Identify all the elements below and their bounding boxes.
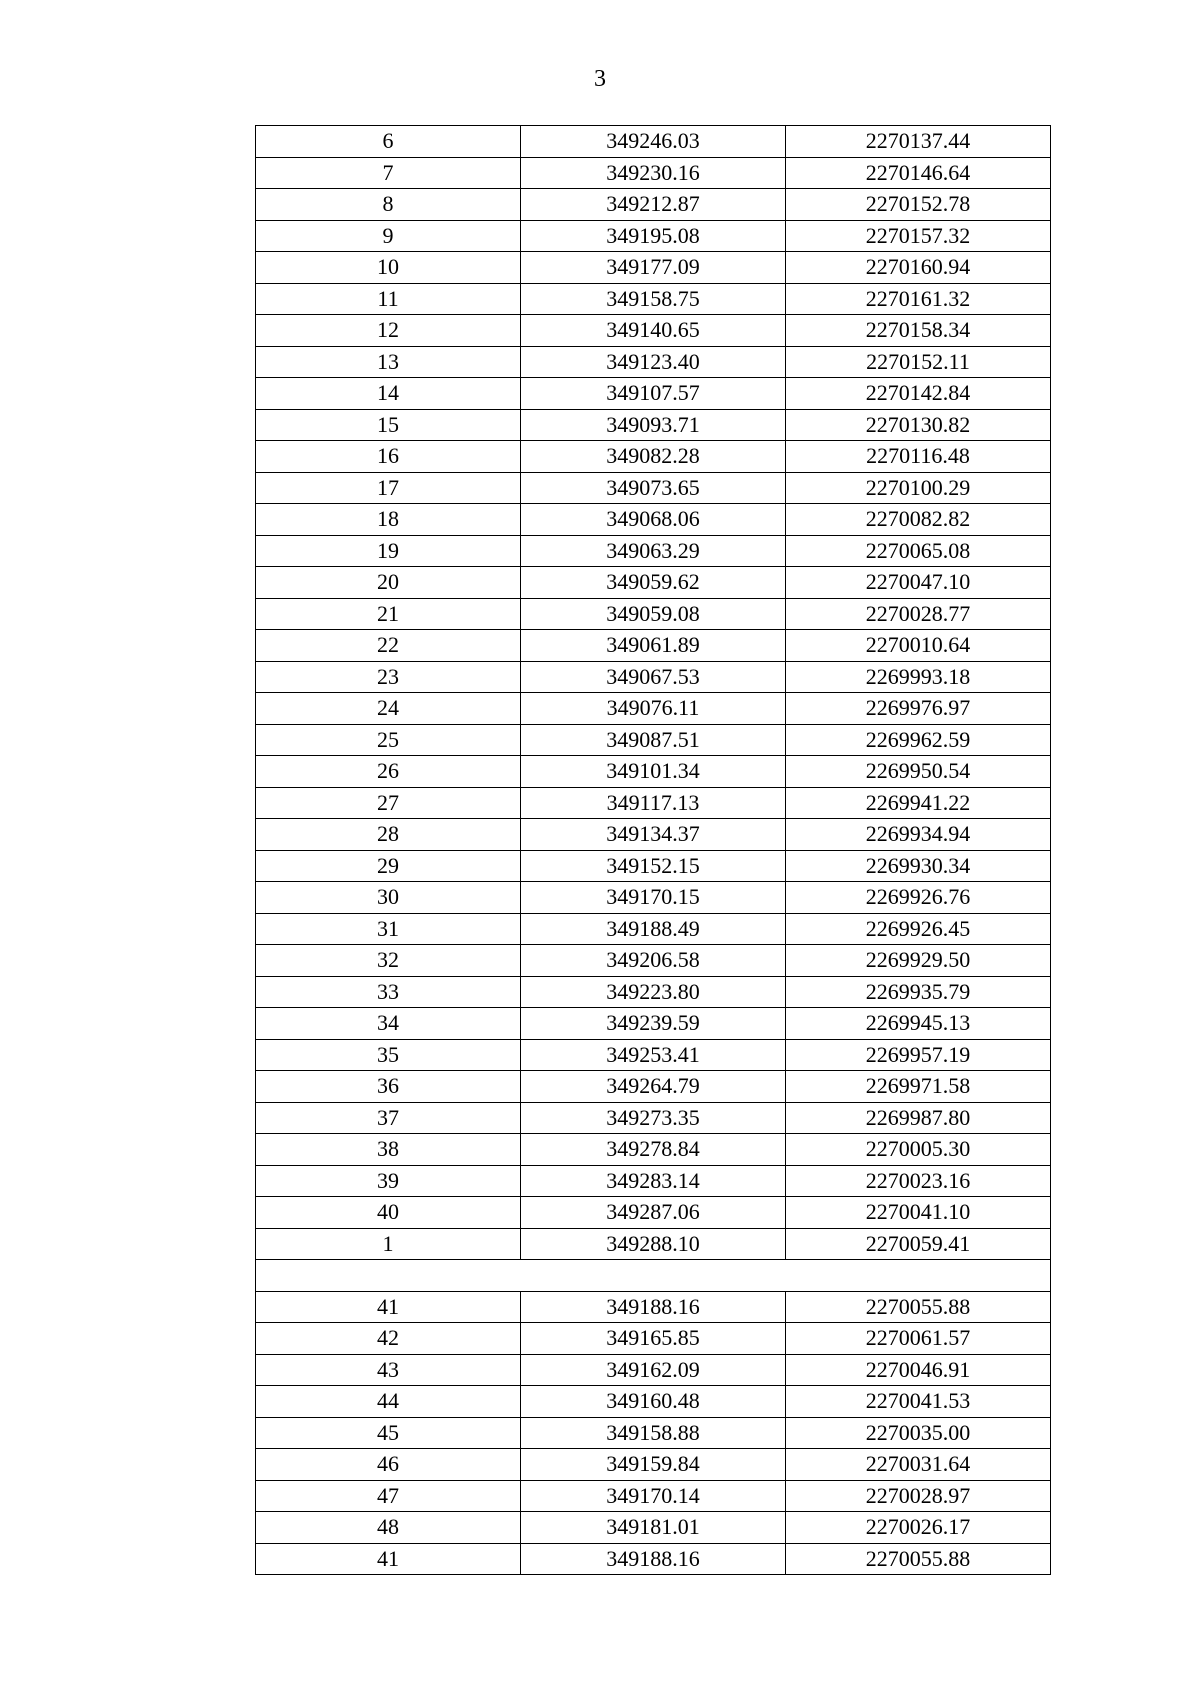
point-number-cell: 7: [256, 157, 521, 189]
y-coordinate-cell: 2269941.22: [786, 787, 1051, 819]
y-coordinate-cell: 2270028.77: [786, 598, 1051, 630]
table-row: [256, 378, 1051, 410]
y-coordinate-cell: 2270100.29: [786, 472, 1051, 504]
point-number-cell: 44: [256, 1386, 521, 1418]
table-row: [256, 913, 1051, 945]
table-row: [256, 693, 1051, 725]
x-coordinate-cell: 349082.28: [521, 441, 786, 473]
x-coordinate-cell: 349162.09: [521, 1354, 786, 1386]
table-row: [256, 1323, 1051, 1355]
x-coordinate-cell: 349278.84: [521, 1134, 786, 1166]
table-row: [256, 1543, 1051, 1575]
point-number-cell: 21: [256, 598, 521, 630]
point-number-cell: 19: [256, 535, 521, 567]
y-coordinate-cell: 2270005.30: [786, 1134, 1051, 1166]
point-number-cell: 22: [256, 630, 521, 662]
y-coordinate-cell: 2270059.41: [786, 1228, 1051, 1260]
x-coordinate-cell: 349123.40: [521, 346, 786, 378]
y-coordinate-cell: 2270160.94: [786, 252, 1051, 284]
x-coordinate-cell: 349159.84: [521, 1449, 786, 1481]
table-row: [256, 535, 1051, 567]
y-coordinate-cell: 2269934.94: [786, 819, 1051, 851]
table-row: [256, 1512, 1051, 1544]
point-number-cell: 9: [256, 220, 521, 252]
point-number-cell: 43: [256, 1354, 521, 1386]
table-row: [256, 315, 1051, 347]
table-row: [256, 1449, 1051, 1481]
table-row: [256, 598, 1051, 630]
x-coordinate-cell: 349160.48: [521, 1386, 786, 1418]
x-coordinate-cell: 349152.15: [521, 850, 786, 882]
y-coordinate-cell: 2269976.97: [786, 693, 1051, 725]
point-number-cell: 41: [256, 1291, 521, 1323]
table-row: [256, 157, 1051, 189]
x-coordinate-cell: 349188.49: [521, 913, 786, 945]
table-row: [256, 850, 1051, 882]
x-coordinate-cell: 349087.51: [521, 724, 786, 756]
point-number-cell: 45: [256, 1417, 521, 1449]
page-number: 3: [594, 66, 606, 92]
table-row: [256, 1354, 1051, 1386]
table-row: [256, 945, 1051, 977]
x-coordinate-cell: 349287.06: [521, 1197, 786, 1229]
x-coordinate-cell: 349230.16: [521, 157, 786, 189]
point-number-cell: 36: [256, 1071, 521, 1103]
point-number-cell: 11: [256, 283, 521, 315]
x-coordinate-cell: 349059.62: [521, 567, 786, 599]
x-coordinate-cell: 349073.65: [521, 472, 786, 504]
y-coordinate-cell: 2269962.59: [786, 724, 1051, 756]
x-coordinate-cell: 349181.01: [521, 1512, 786, 1544]
x-coordinate-cell: 349101.34: [521, 756, 786, 788]
point-number-cell: 47: [256, 1480, 521, 1512]
point-number-cell: 30: [256, 882, 521, 914]
y-coordinate-cell: 2270158.34: [786, 315, 1051, 347]
point-number-cell: 12: [256, 315, 521, 347]
x-coordinate-cell: 349170.14: [521, 1480, 786, 1512]
y-coordinate-cell: 2270035.00: [786, 1417, 1051, 1449]
x-coordinate-cell: 349134.37: [521, 819, 786, 851]
y-coordinate-cell: 2270041.10: [786, 1197, 1051, 1229]
table-row: [256, 409, 1051, 441]
table-row: [256, 1102, 1051, 1134]
table-row: [256, 882, 1051, 914]
point-number-cell: 37: [256, 1102, 521, 1134]
y-coordinate-cell: 2269957.19: [786, 1039, 1051, 1071]
point-number-cell: 13: [256, 346, 521, 378]
table-row: [256, 441, 1051, 473]
table-row: [256, 1071, 1051, 1103]
y-coordinate-cell: 2270142.84: [786, 378, 1051, 410]
table-row: [256, 126, 1051, 158]
y-coordinate-cell: 2269950.54: [786, 756, 1051, 788]
x-coordinate-cell: 349068.06: [521, 504, 786, 536]
point-number-cell: 32: [256, 945, 521, 977]
point-number-cell: 24: [256, 693, 521, 725]
point-number-cell: 46: [256, 1449, 521, 1481]
y-coordinate-cell: 2270082.82: [786, 504, 1051, 536]
table-row: [256, 1134, 1051, 1166]
point-number-cell: 35: [256, 1039, 521, 1071]
point-number-cell: 14: [256, 378, 521, 410]
y-coordinate-cell: 2269945.13: [786, 1008, 1051, 1040]
y-coordinate-cell: 2270157.32: [786, 220, 1051, 252]
point-number-cell: 1: [256, 1228, 521, 1260]
y-coordinate-cell: 2270161.32: [786, 283, 1051, 315]
table-row: [256, 630, 1051, 662]
x-coordinate-cell: 349165.85: [521, 1323, 786, 1355]
x-coordinate-cell: 349212.87: [521, 189, 786, 221]
point-number-cell: 18: [256, 504, 521, 536]
table-row: [256, 661, 1051, 693]
x-coordinate-cell: 349239.59: [521, 1008, 786, 1040]
point-number-cell: 39: [256, 1165, 521, 1197]
point-number-cell: 15: [256, 409, 521, 441]
table-row: [256, 504, 1051, 536]
table-row: [256, 1417, 1051, 1449]
x-coordinate-cell: 349188.16: [521, 1291, 786, 1323]
x-coordinate-cell: 349195.08: [521, 220, 786, 252]
table-row: [256, 189, 1051, 221]
point-number-cell: 26: [256, 756, 521, 788]
x-coordinate-cell: 349264.79: [521, 1071, 786, 1103]
x-coordinate-cell: 349063.29: [521, 535, 786, 567]
y-coordinate-cell: 2269987.80: [786, 1102, 1051, 1134]
y-coordinate-cell: 2270055.88: [786, 1291, 1051, 1323]
point-number-cell: 16: [256, 441, 521, 473]
x-coordinate-cell: 349117.13: [521, 787, 786, 819]
table-row: [256, 283, 1051, 315]
x-coordinate-cell: 349288.10: [521, 1228, 786, 1260]
point-number-cell: 10: [256, 252, 521, 284]
point-number-cell: 41: [256, 1543, 521, 1575]
y-coordinate-cell: 2270130.82: [786, 409, 1051, 441]
table-row: [256, 787, 1051, 819]
y-coordinate-cell: 2269930.34: [786, 850, 1051, 882]
table-row: [256, 252, 1051, 284]
y-coordinate-cell: 2269926.45: [786, 913, 1051, 945]
y-coordinate-cell: 2270065.08: [786, 535, 1051, 567]
y-coordinate-cell: 2270116.48: [786, 441, 1051, 473]
table-row: [256, 1039, 1051, 1071]
table-row: [256, 220, 1051, 252]
point-number-cell: 31: [256, 913, 521, 945]
separator-row: [256, 1260, 1051, 1292]
y-coordinate-cell: 2270028.97: [786, 1480, 1051, 1512]
x-coordinate-cell: 349107.57: [521, 378, 786, 410]
point-number-cell: 33: [256, 976, 521, 1008]
point-number-cell: 42: [256, 1323, 521, 1355]
y-coordinate-cell: 2270055.88: [786, 1543, 1051, 1575]
y-coordinate-cell: 2270031.64: [786, 1449, 1051, 1481]
table-row: [256, 1386, 1051, 1418]
point-number-cell: 8: [256, 189, 521, 221]
table-row: [256, 1008, 1051, 1040]
y-coordinate-cell: 2270047.10: [786, 567, 1051, 599]
x-coordinate-cell: 349253.41: [521, 1039, 786, 1071]
x-coordinate-cell: 349140.65: [521, 315, 786, 347]
point-number-cell: 40: [256, 1197, 521, 1229]
table-row: [256, 1197, 1051, 1229]
x-coordinate-cell: 349158.88: [521, 1417, 786, 1449]
x-coordinate-cell: 349177.09: [521, 252, 786, 284]
x-coordinate-cell: 349223.80: [521, 976, 786, 1008]
y-coordinate-cell: 2270046.91: [786, 1354, 1051, 1386]
table-row: [256, 819, 1051, 851]
point-number-cell: 6: [256, 126, 521, 158]
x-coordinate-cell: 349059.08: [521, 598, 786, 630]
x-coordinate-cell: 349170.15: [521, 882, 786, 914]
point-number-cell: 27: [256, 787, 521, 819]
y-coordinate-cell: 2270146.64: [786, 157, 1051, 189]
table-row: [256, 1228, 1051, 1260]
point-number-cell: 28: [256, 819, 521, 851]
y-coordinate-cell: 2269935.79: [786, 976, 1051, 1008]
point-number-cell: 34: [256, 1008, 521, 1040]
y-coordinate-cell: 2269929.50: [786, 945, 1051, 977]
x-coordinate-cell: 349076.11: [521, 693, 786, 725]
y-coordinate-cell: 2270061.57: [786, 1323, 1051, 1355]
x-coordinate-cell: 349283.14: [521, 1165, 786, 1197]
point-number-cell: 20: [256, 567, 521, 599]
point-number-cell: 25: [256, 724, 521, 756]
x-coordinate-cell: 349206.58: [521, 945, 786, 977]
table-row: [256, 567, 1051, 599]
point-number-cell: 23: [256, 661, 521, 693]
table-row: [256, 1480, 1051, 1512]
y-coordinate-cell: 2270023.16: [786, 1165, 1051, 1197]
x-coordinate-cell: 349188.16: [521, 1543, 786, 1575]
x-coordinate-cell: 349061.89: [521, 630, 786, 662]
y-coordinate-cell: 2269926.76: [786, 882, 1051, 914]
point-number-cell: 38: [256, 1134, 521, 1166]
table-row: [256, 976, 1051, 1008]
table-row: [256, 1291, 1051, 1323]
separator-cell: [256, 1260, 1051, 1292]
y-coordinate-cell: 2270152.11: [786, 346, 1051, 378]
table-row: [256, 724, 1051, 756]
x-coordinate-cell: 349067.53: [521, 661, 786, 693]
coordinates-table-body: [256, 126, 1051, 1575]
y-coordinate-cell: 2269971.58: [786, 1071, 1051, 1103]
y-coordinate-cell: 2270041.53: [786, 1386, 1051, 1418]
y-coordinate-cell: 2270010.64: [786, 630, 1051, 662]
table-row: [256, 346, 1051, 378]
point-number-cell: 29: [256, 850, 521, 882]
y-coordinate-cell: 2270152.78: [786, 189, 1051, 221]
table-row: [256, 1165, 1051, 1197]
y-coordinate-cell: 2270137.44: [786, 126, 1051, 158]
x-coordinate-cell: 349246.03: [521, 126, 786, 158]
x-coordinate-cell: 349273.35: [521, 1102, 786, 1134]
x-coordinate-cell: 349093.71: [521, 409, 786, 441]
point-number-cell: 17: [256, 472, 521, 504]
point-number-cell: 48: [256, 1512, 521, 1544]
y-coordinate-cell: 2269993.18: [786, 661, 1051, 693]
y-coordinate-cell: 2270026.17: [786, 1512, 1051, 1544]
x-coordinate-cell: 349158.75: [521, 283, 786, 315]
coordinates-table: [255, 125, 1051, 1575]
table-row: [256, 472, 1051, 504]
table-row: [256, 756, 1051, 788]
